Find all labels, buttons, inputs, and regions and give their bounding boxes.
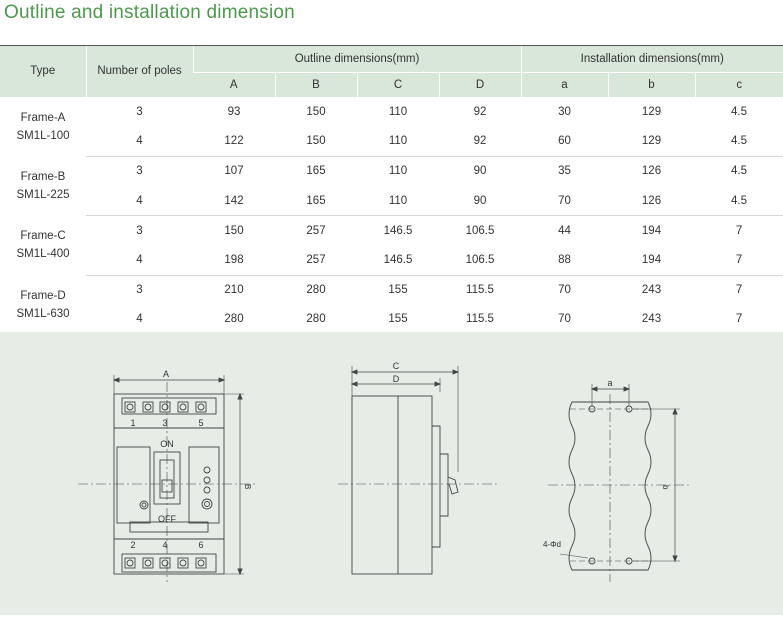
poles-cell: 4 — [86, 186, 193, 216]
poles-cell: 4 — [86, 305, 193, 335]
dim-cell-A: 93 — [227, 105, 241, 118]
type-cell — [0, 156, 86, 215]
dim-cell-D: 92 — [439, 127, 521, 157]
header-col-b: b — [608, 73, 695, 98]
dim-cell-C: 110 — [388, 165, 408, 178]
dim-cell-a: 44 — [558, 224, 571, 237]
dim-cell-D: 115.5 — [466, 284, 494, 297]
terminal-bottom-6: 6 — [198, 540, 204, 550]
header-install-group: Installation dimensions(mm) — [521, 46, 783, 73]
dim-cell-a: 35 — [558, 165, 571, 178]
dim-cell-A: 107 — [224, 165, 244, 178]
side-view-drawing — [338, 366, 500, 574]
dim-cell-a: 70 — [521, 186, 608, 216]
header-type: Type — [0, 46, 86, 98]
table-row — [0, 127, 783, 157]
dim-cell-B: 165 — [306, 165, 326, 178]
frame-model: SM1L-630 — [16, 307, 70, 320]
front-off-label: OFF — [158, 514, 176, 524]
type-cell — [0, 275, 86, 334]
dim-cell-B: 165 — [275, 186, 357, 216]
frame-name: Frame-B — [20, 171, 66, 184]
front-dim-b-label: B — [243, 484, 252, 490]
dim-cell-B: 257 — [275, 245, 357, 275]
terminal-top-3: 3 — [162, 418, 168, 428]
dim-cell-a: 88 — [521, 245, 608, 275]
frame-model: SM1L-100 — [16, 129, 70, 142]
dim-cell-c: 7 — [735, 284, 743, 297]
dim-cell-D: 106.5 — [439, 245, 521, 275]
dim-cell-D: 92 — [473, 105, 487, 118]
mount-dim-b-label: b — [661, 485, 670, 490]
terminal-bottom-2: 2 — [130, 540, 136, 550]
dim-cell-D: 115.5 — [439, 305, 521, 335]
poles-cell: 3 — [136, 106, 143, 119]
poles-cell: 3 — [136, 284, 143, 297]
dim-cell-C: 155 — [357, 305, 439, 335]
dim-cell-c: 4.5 — [731, 105, 748, 118]
dim-cell-A: 150 — [224, 224, 244, 237]
dimension-table — [0, 45, 783, 335]
dim-cell-D: 90 — [439, 186, 521, 216]
header-col-B: B — [275, 73, 357, 98]
dim-cell-C: 155 — [388, 284, 408, 297]
dim-cell-D: 106.5 — [465, 224, 495, 237]
header-col-c: c — [695, 73, 783, 98]
poles-cell: 4 — [86, 127, 193, 157]
dim-cell-C: 110 — [357, 186, 439, 216]
dim-cell-C: 110 — [357, 127, 439, 157]
frame-name: Frame-D — [20, 289, 66, 302]
dim-cell-A: 122 — [193, 127, 275, 157]
dim-cell-B: 280 — [306, 284, 326, 297]
dim-cell-b: 194 — [641, 224, 662, 237]
table-body — [0, 97, 783, 335]
dim-cell-B: 150 — [275, 127, 357, 157]
dim-cell-c: 7 — [695, 245, 783, 275]
mount-hole-label: 4-Φd — [543, 540, 561, 549]
header-col-D: D — [439, 73, 521, 98]
terminal-bottom-4: 4 — [162, 540, 168, 550]
dim-cell-a: 60 — [521, 127, 608, 157]
table-row — [0, 305, 783, 335]
front-on-label: ON — [160, 439, 174, 449]
table-row — [0, 186, 783, 216]
dim-cell-b: 126 — [641, 165, 662, 178]
type-cell — [0, 216, 86, 275]
dim-cell-b: 129 — [608, 127, 695, 157]
frame-name: Frame-C — [20, 230, 66, 243]
dim-cell-a: 30 — [558, 105, 571, 118]
header-col-A: A — [193, 73, 275, 98]
dim-cell-A: 198 — [193, 245, 275, 275]
header-poles: Number of poles — [86, 46, 193, 98]
dim-cell-A: 280 — [193, 305, 275, 335]
header-outline-group: Outline dimensions(mm) — [193, 46, 521, 73]
dim-cell-B: 150 — [306, 105, 326, 118]
poles-cell: 3 — [136, 224, 143, 237]
dim-cell-C: 110 — [388, 105, 408, 118]
side-dim-c-label: C — [392, 361, 400, 371]
frame-model: SM1L-225 — [16, 189, 70, 202]
header-col-a: a — [521, 73, 608, 98]
dimension-table-wrap — [0, 45, 783, 335]
table-row — [0, 245, 783, 275]
table-row — [0, 97, 783, 127]
header-col-C: C — [357, 73, 439, 98]
poles-cell: 4 — [86, 245, 193, 275]
page-title: Outline and installation dimension — [4, 2, 295, 23]
mounting-view-drawing — [548, 384, 690, 582]
dim-cell-A: 142 — [193, 186, 275, 216]
diagram-area — [0, 332, 783, 615]
technical-drawings — [0, 332, 783, 615]
side-dim-d-label: D — [392, 374, 400, 384]
dim-cell-C: 146.5 — [357, 245, 439, 275]
dim-cell-c: 4.5 — [695, 127, 783, 157]
dim-cell-b: 129 — [641, 105, 662, 118]
dim-cell-D: 90 — [473, 165, 487, 178]
dim-cell-c: 4.5 — [695, 186, 783, 216]
terminal-top-5: 5 — [198, 418, 204, 428]
dim-cell-c: 7 — [735, 224, 743, 237]
front-view-drawing — [78, 375, 255, 582]
dim-cell-C: 146.5 — [383, 224, 413, 237]
dim-cell-c: 4.5 — [731, 165, 748, 178]
dim-cell-b: 243 — [608, 305, 695, 335]
dim-cell-A: 210 — [224, 284, 244, 297]
terminal-top-1: 1 — [130, 418, 136, 428]
dim-cell-a: 70 — [558, 284, 571, 297]
dim-cell-B: 257 — [306, 224, 326, 237]
poles-cell: 3 — [136, 165, 143, 178]
dim-cell-b: 126 — [608, 186, 695, 216]
frame-model: SM1L-400 — [16, 248, 70, 261]
table-row — [0, 156, 783, 186]
frame-name: Frame-A — [20, 111, 66, 124]
front-dim-a-label: A — [162, 369, 170, 379]
dim-cell-c: 7 — [695, 305, 783, 335]
dim-cell-b: 243 — [641, 284, 662, 297]
type-cell — [0, 97, 86, 156]
table-row — [0, 275, 783, 305]
dim-cell-a: 70 — [521, 305, 608, 335]
mount-dim-a-label: a — [607, 378, 613, 388]
dim-cell-B: 280 — [275, 305, 357, 335]
dim-cell-b: 194 — [608, 245, 695, 275]
table-row — [0, 216, 783, 246]
